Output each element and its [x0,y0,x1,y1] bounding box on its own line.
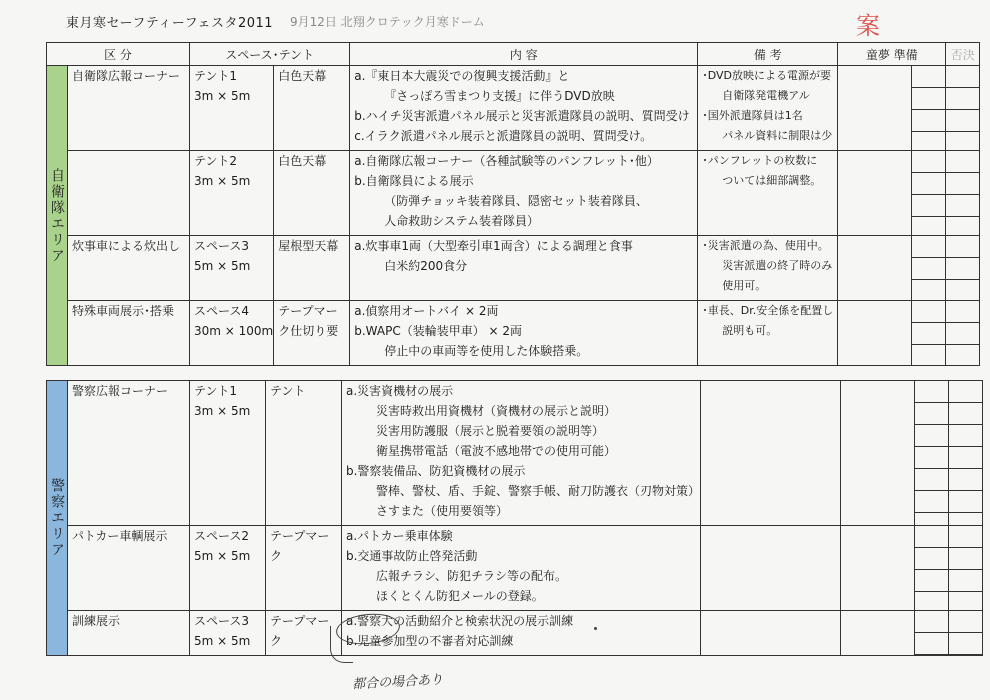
check-box-b [946,66,980,151]
contents-line: a.『東日本大震災での復興支援活動』と [354,69,570,83]
handwritten-note: 都合の場合あり [351,672,444,693]
booth-name: 警察広報コーナー [72,384,169,398]
check-box-a [915,611,949,656]
area-label: 警察エリア [49,478,65,558]
booth-name-cell [68,381,190,526]
check-grid [949,526,982,610]
space-line: 3m × 5m [194,89,251,103]
contents-line: a.パトカー乗車体験 [346,529,453,543]
booth-name: 訓練展示 [72,614,121,628]
col-space-tent: スペース･テント [190,43,350,66]
remarks-line: 説明も可。 [722,324,778,337]
area-label-cell [47,381,68,656]
check-grid [946,66,979,150]
prep-cell [838,151,912,236]
space-cell [190,66,274,151]
check-grid [912,66,945,150]
tent-cell [274,151,350,236]
check-box-b [949,381,983,526]
contents-line: b.WAPC（装輪装甲車） × 2両 [354,324,523,338]
tent-type: テープマーク仕切り要 [278,304,339,338]
space-cell [190,301,274,366]
remarks-line: 災害派遣の終了時のみ [722,259,833,272]
space-line: スペース2 [194,529,250,543]
col-contents: 内 容 [350,43,698,66]
col-category: 区 分 [47,43,190,66]
draft-stamp: 案 [856,12,880,40]
check-box-a [912,301,946,366]
remarks-cell [698,66,838,151]
prep-cell [838,66,912,151]
contents-cell [350,236,698,301]
booth-name: 炊事車による炊出し [72,239,181,253]
contents-line: さすまた（使用要領等） [376,504,509,518]
space-line: 5m × 5m [194,549,251,563]
remarks-line: ･パンフレットの枚数に [702,154,818,167]
contents-line: a.災害資機材の展示 [346,384,454,398]
contents-line: c.イラク派遣パネル展示と派遣隊員の説明、質問受け。 [354,129,653,143]
check-grid [915,526,948,610]
space-line: スペース4 [194,304,250,318]
contents-line: ほくとくん防犯メールの登録。 [376,589,544,603]
tent-type: 白色天幕 [278,154,327,168]
contents-line: 衛星携帯電話（電波不感地帯での使用可能） [376,444,617,458]
booth-name: パトカー車輌展示 [72,529,168,543]
table-row [47,66,980,151]
space-line: 3m × 5m [194,404,251,418]
contents-line: 広報チラシ、防犯チラシ等の配布。 [376,569,568,583]
area-label: 自衛隊エリア [49,167,65,264]
booth-name-cell [68,151,190,236]
check-box-a [912,66,946,151]
contents-cell [342,381,701,526]
table-row [47,301,980,366]
contents-line: a.炊事車1両（大型牽引車1両含）による調理と食事 [354,239,633,253]
booth-name-cell [68,301,190,366]
remarks-line: 自衛隊発電機アル [722,89,810,102]
contents-line: 『さっぽろ雪まつり支援』に伴うDVD放映 [384,89,615,103]
check-grid [912,236,945,300]
tent-type: 白色天幕 [278,69,327,83]
tent-cell [274,66,350,151]
tent-type: テント [270,384,306,398]
space-line: 30m × 100m [194,324,274,338]
contents-line: a.警察犬の活動紹介と検索状況の展示訓練 [346,614,574,628]
check-box-a [912,151,946,236]
space-cell [190,151,274,236]
contents-line: b.自衛隊員による展示 [354,174,474,188]
check-box-b [946,151,980,236]
prep-cell [838,301,912,366]
remarks-line: ･DVD放映による電源が要 [702,69,832,82]
contents-line: a.偵察用オートバイ × 2両 [354,304,499,318]
col-ok: 否決 [946,43,980,66]
contents-cell [350,151,698,236]
space-line: スペース3 [194,239,250,253]
document-title: 東月寒セーフティーフェスタ2011 [66,16,274,31]
contents-line: 災害時救出用資機材（資機材の展示と説明） [376,404,617,418]
prep-cell [841,611,915,656]
table-row [47,526,983,611]
tent-cell [274,301,350,366]
tent-cell [266,381,342,526]
booth-name-cell [68,526,190,611]
space-line: 5m × 5m [194,634,251,648]
area-label-cell [47,66,68,366]
space-cell [190,381,266,526]
check-grid [949,611,982,655]
booth-name-cell [68,611,190,656]
booth-name [72,151,189,171]
contents-cell [350,301,698,366]
check-box-a [915,381,949,526]
remarks-line: 使用可。 [722,279,767,292]
space-line: テント1 [194,384,238,398]
pen-mark [594,627,597,630]
contents-line: 警棒、警杖、盾、手錠、警察手帳、耐刀防護衣（刃物対策） [376,484,701,498]
remarks-line: ･国外派遣隊員は1名 [702,109,803,122]
contents-line: 白米約200食分 [384,259,468,273]
table-row [47,381,983,526]
booth-name: 自衛隊広報コーナー [72,69,181,83]
space-line: 3m × 5m [194,174,251,188]
prep-cell [838,236,912,301]
check-grid [946,301,979,365]
check-grid [912,151,945,235]
check-box-b [949,611,983,656]
space-cell [190,611,266,656]
contents-line: b.交通事故防止啓発活動 [346,549,478,563]
col-remarks: 備 考 [698,43,838,66]
check-grid [946,151,979,235]
col-prep: 童夢 準備 [838,43,946,66]
remarks-line: ･車長、Dr.安全係を配置し [702,304,834,317]
remarks-cell [701,526,841,611]
booth-name: 特殊車両展示･搭乗 [72,304,175,318]
contents-line: b.警察装備品、防犯資機材の展示 [346,464,526,478]
prep-cell [841,526,915,611]
remarks-cell [698,236,838,301]
schedule-table-upper [46,42,980,366]
contents-line: 人命救助システム装着隊員） [384,214,540,228]
contents-line: b.ハイチ災害派遣パネル展示と災害派遣隊員の説明、質問受け [354,109,690,123]
check-box-b [946,236,980,301]
contents-line: 災害用防護服（展示と脱着要領の説明等） [376,424,605,438]
remarks-cell [701,381,841,526]
booth-name-cell [68,236,190,301]
tent-type: 屋根型天幕 [278,239,339,253]
schedule-table-lower [46,380,983,656]
tent-type: テープマーク [270,529,330,563]
prep-cell [841,381,915,526]
contents-line: 停止中の車両等を使用した体験搭乗。 [384,344,589,358]
remarks-line: ･災害派遣の為、使用中。 [702,239,829,252]
space-line: スペース3 [194,614,250,628]
remarks-cell [698,301,838,366]
booth-name-cell [68,66,190,151]
check-grid [949,381,982,525]
remarks-cell [698,151,838,236]
table-row [47,611,983,656]
remarks-line: パネル資料に制限は少 [722,129,833,142]
check-box-b [946,301,980,366]
space-cell [190,526,266,611]
check-grid [912,301,945,365]
handwritten-arrow [330,626,353,663]
space-line: テント2 [194,154,238,168]
check-box-a [912,236,946,301]
contents-line: a.自衛隊広報コーナー（各種試験等のパンフレット･他） [354,154,659,168]
table-row [47,236,980,301]
tent-type: テープマーク [270,614,330,648]
contents-cell [350,66,698,151]
remarks-cell [701,611,841,656]
space-line: 5m × 5m [194,259,251,273]
space-cell [190,236,274,301]
check-grid [915,381,948,525]
contents-cell [342,526,701,611]
contents-line: （防弾チョッキ装着隊員、隠密セット装着隊員、 [384,194,648,208]
check-grid [915,611,948,655]
remarks-line: ついては細部調整。 [722,174,822,187]
tent-cell [266,526,342,611]
check-box-a [915,526,949,611]
header-row [47,43,980,66]
contents-line: b.児童参加型の不審者対応訓練 [346,634,514,648]
event-date-venue: 9月12日 北翔クロテック月寒ドーム [290,15,485,29]
table-row [47,151,980,236]
check-grid [946,236,979,300]
space-line: テント1 [194,69,238,83]
check-box-b [949,526,983,611]
tent-cell [274,236,350,301]
